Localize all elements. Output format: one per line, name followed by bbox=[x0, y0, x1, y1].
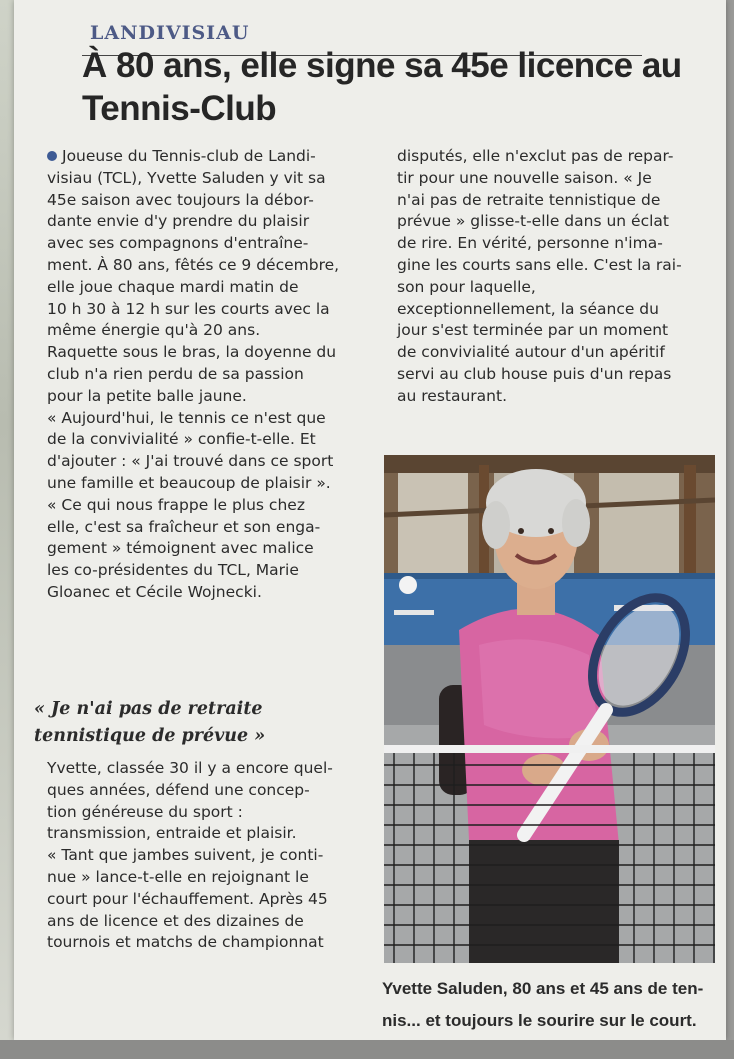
article-kicker: LANDIVISIAU bbox=[90, 22, 250, 44]
article-text-line: pour la petite balle jaune. bbox=[47, 386, 247, 405]
article-text-line: court pour l'échauffement. Après 45 bbox=[47, 889, 328, 908]
article-text-line: de convivialité autour d'un apéritif bbox=[397, 343, 665, 362]
article-text-line: disputés, elle n'exclut pas de repar- bbox=[397, 147, 674, 165]
article-text-line: servi au club house puis d'un repas bbox=[397, 364, 672, 383]
article-text-line: ans de licence et des dizaines de bbox=[47, 911, 304, 930]
article-text-line: de la convivialité » confie-t-elle. Et bbox=[47, 430, 316, 449]
article-text-line: Raquette sous le bras, la doyenne du bbox=[47, 343, 337, 362]
article-text-line: dante envie d'y prendre du plaisir bbox=[47, 212, 310, 231]
article-text-line: ques années, défend une concep- bbox=[47, 780, 310, 799]
article-text-line: exceptionnellement, la séance du bbox=[397, 299, 659, 318]
article-text-line: tion généreuse du sport : bbox=[47, 802, 243, 821]
article-text-line: au restaurant. bbox=[397, 386, 507, 405]
caption-line: Yvette Saluden, 80 ans et 45 ans de ten- bbox=[382, 979, 704, 998]
article-text-line: ment. À 80 ans, fêtés ce 9 décembre, bbox=[47, 255, 340, 274]
article-text-line: d'ajouter : « J'ai trouvé dans ce sport bbox=[47, 452, 334, 471]
article-text-line: son pour laquelle, bbox=[397, 277, 536, 296]
table-surface bbox=[0, 1040, 734, 1059]
article-text-line: Yvette, classée 30 il y a encore quel- bbox=[47, 759, 333, 777]
photo-tennis-player bbox=[384, 455, 715, 963]
article-text-line: « Ce qui nous frappe le plus chez bbox=[47, 495, 305, 514]
article-column-2 bbox=[397, 146, 713, 408]
article-column-1 bbox=[47, 146, 372, 604]
article-subhead: « Je n'ai pas de retraite tennistique de prévue » bbox=[34, 699, 266, 746]
article-text-line: même énergie qu'à 20 ans. bbox=[47, 321, 261, 340]
article-text-line: gine les courts sans elle. C'est la rai- bbox=[397, 255, 682, 274]
article-text-line: « Tant que jambes suivent, je conti- bbox=[47, 846, 324, 865]
article-text-line: nue » lance-t-elle en rejoignant le bbox=[47, 867, 309, 886]
article-text-line: de rire. En vérité, personne n'ima- bbox=[397, 234, 663, 253]
article-text-line: elle joue chaque mardi matin de bbox=[47, 277, 299, 296]
article-text-line: une famille et beaucoup de plaisir ». bbox=[47, 473, 331, 492]
article-text-line: n'ai pas de retraite tennistique de bbox=[397, 190, 661, 209]
article-text-line: 45e saison avec toujours la débor- bbox=[47, 190, 314, 209]
article-text-line: Gloanec et Cécile Wojnecki. bbox=[47, 582, 262, 601]
article-text-line: les co-présidentes du TCL, Marie bbox=[47, 561, 299, 580]
adjacent-page-edge bbox=[0, 0, 14, 1059]
article-text-line: gement » témoignent avec malice bbox=[47, 539, 314, 558]
article-text-line: tir pour une nouvelle saison. « Je bbox=[397, 168, 652, 187]
article-text-line: avec ses compagnons d'entraîne- bbox=[47, 234, 309, 253]
article-text-line: « Aujourd'hui, le tennis ce n'est que bbox=[47, 408, 326, 427]
article-column-1-continued bbox=[47, 758, 359, 954]
article-text-line: prévue » glisse-t-elle dans un éclat bbox=[397, 212, 669, 231]
article-text-line: visiau (TCL), Yvette Saluden y vit sa bbox=[47, 168, 326, 187]
bullet-icon bbox=[47, 151, 57, 161]
article-text-line: tournois et matchs de championnat bbox=[47, 933, 324, 952]
article-text-line: jour s'est terminée par un moment bbox=[397, 321, 669, 340]
headline-text: À 80 ans, elle signe sa 45e licence au Tennis-Club bbox=[82, 46, 682, 128]
article-text-line: elle, c'est sa fraîcheur et son enga- bbox=[47, 517, 321, 536]
article-headline bbox=[82, 44, 702, 130]
article-text-line: Joueuse du Tennis-club de Landi- bbox=[47, 146, 372, 168]
article-text-line: 10 h 30 à 12 h sur les courts avec la bbox=[47, 299, 330, 318]
photo-caption bbox=[382, 973, 717, 1037]
article-text-line: club n'a rien perdu de sa passion bbox=[47, 364, 304, 383]
article-photo bbox=[384, 455, 715, 963]
caption-line: nis... et toujours le sourire sur le court. bbox=[382, 1011, 697, 1030]
article-text-line: transmission, entraide et plaisir. bbox=[47, 824, 297, 843]
